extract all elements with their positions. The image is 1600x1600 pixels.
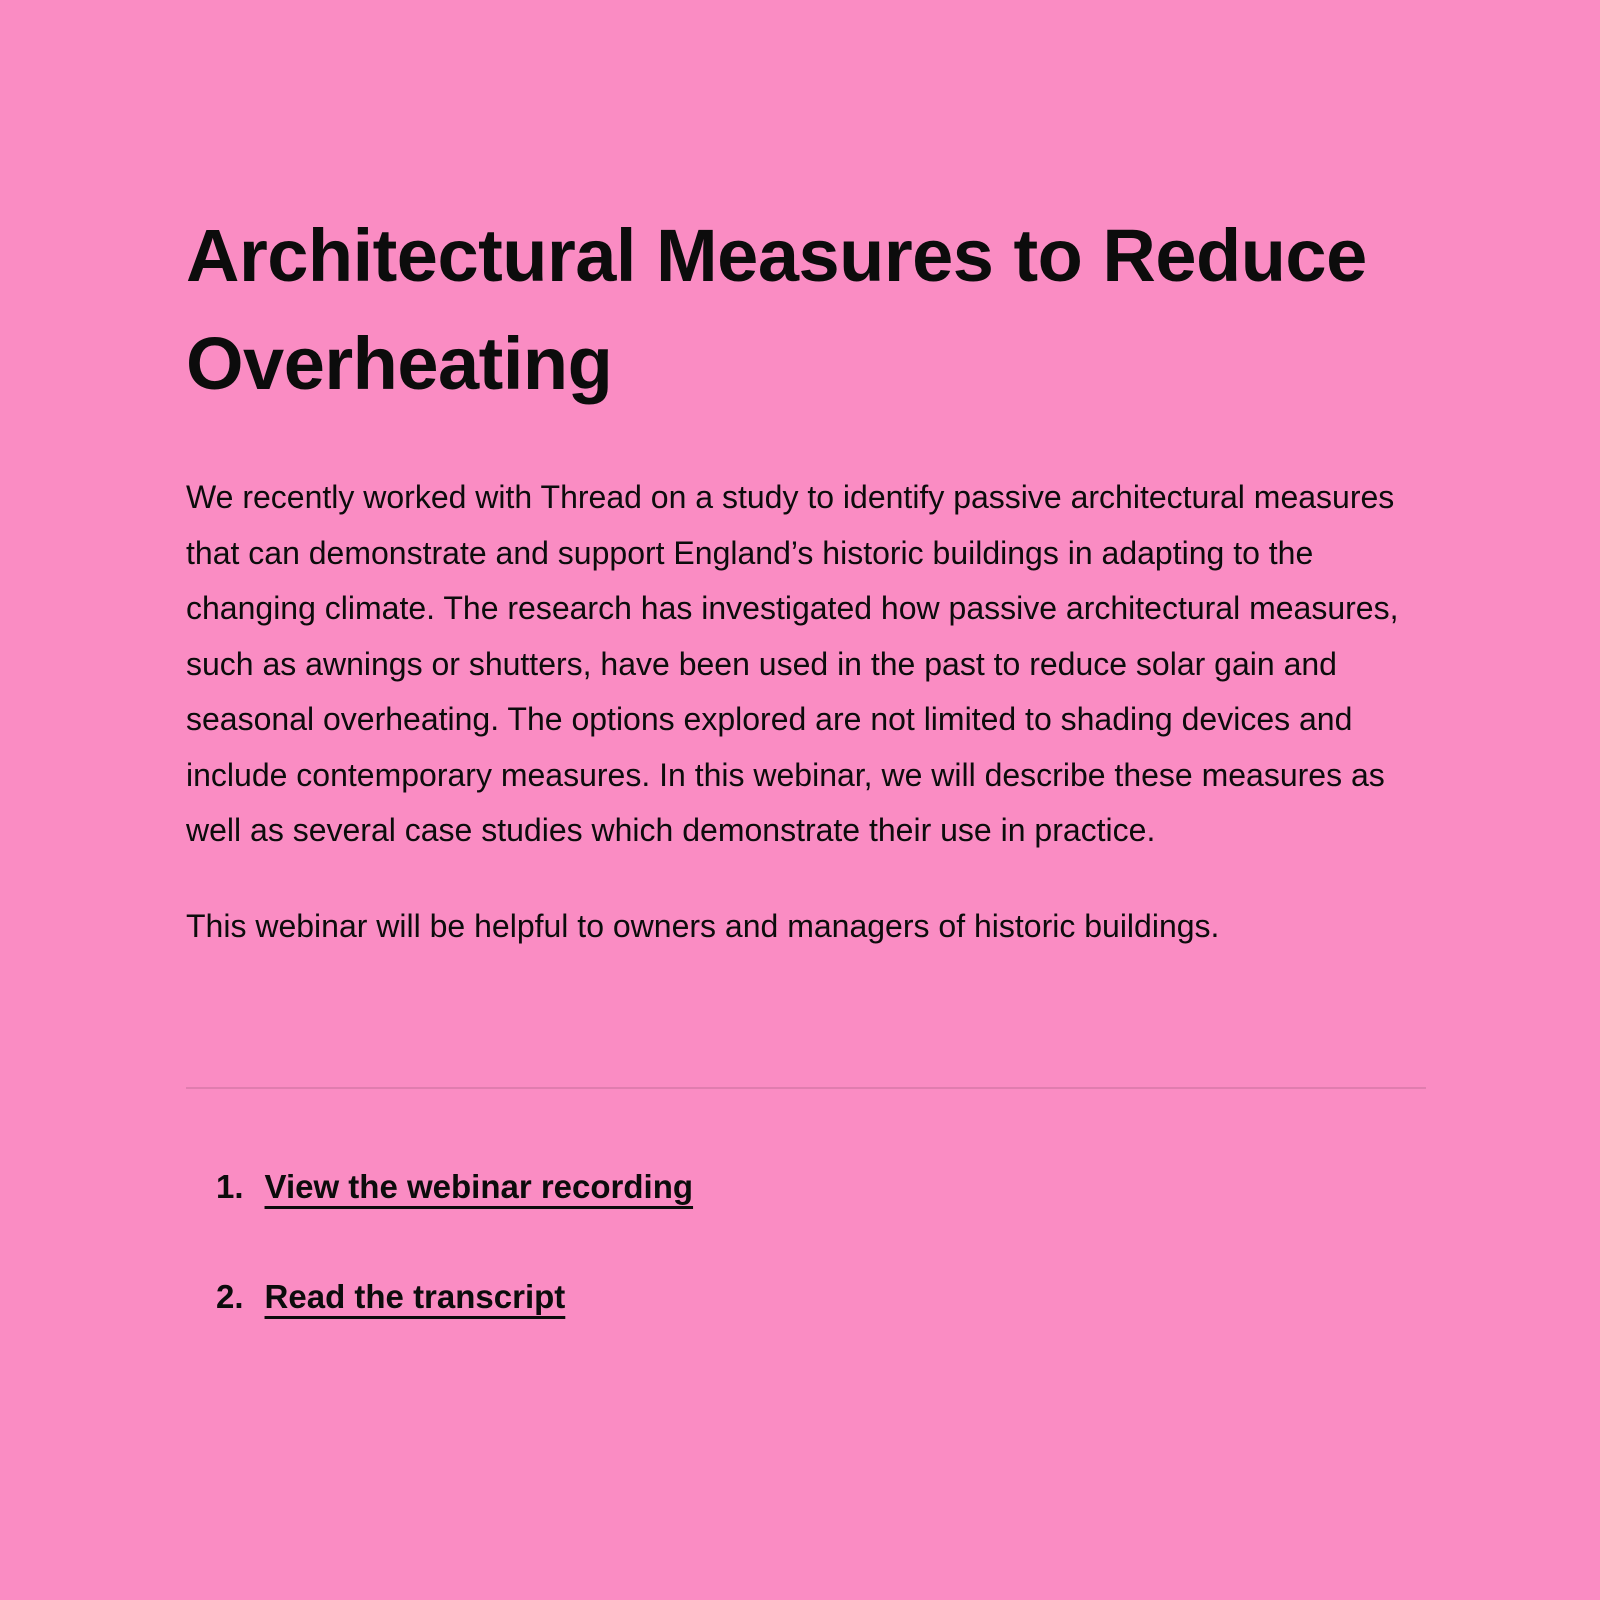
- page-title: Architectural Measures to Reduce Overheating: [186, 214, 1367, 406]
- list-item-number: 2.: [216, 1278, 244, 1316]
- list-item-number: 1.: [216, 1168, 244, 1206]
- article: [186, 202, 1428, 1319]
- transcript-link[interactable]: Read the transcript: [264, 1278, 566, 1316]
- list-item: [216, 1165, 1428, 1209]
- list-item: [216, 1275, 1428, 1319]
- resource-list: [186, 1165, 1428, 1319]
- webinar-recording-link[interactable]: View the webinar recording: [264, 1168, 694, 1206]
- divider: [186, 1087, 1426, 1089]
- audience-paragraph: This webinar will be helpful to owners and managers of historic buildings.: [186, 907, 1220, 944]
- intro-paragraph: We recently worked with Thread on a study to identify passive architectural measures that can demonstrate and support England’s historic buildings in adapting to the changing climate. The research has investigated how passive architectural measures, such as awnings or shutters, have been used in the past to reduce solar gain and seasonal overheating. The options explored are not limited to shading devices and include contemporary measures. In this webinar, we will describe these measures as well as several case studies which demonstrate their use in practice.: [186, 479, 1399, 849]
